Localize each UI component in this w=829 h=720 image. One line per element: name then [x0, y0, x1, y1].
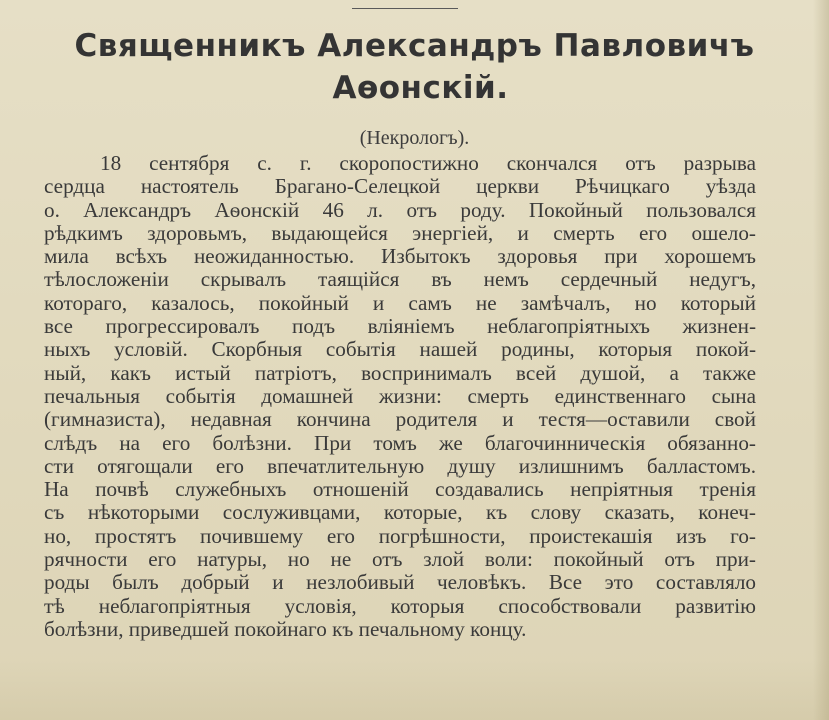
body-line: рѣдкимъ здоровьмъ, выдающейся энергіей, и смерть его ошело-	[44, 221, 756, 245]
body-line: слѣдъ на его болѣзни. При томъ же благочинническія обязанно-	[44, 431, 756, 455]
body-line: болѣзни, приведшей покойнаго къ печальному концу.	[44, 616, 527, 641]
body-line: все прогрессировалъ подъ вліяніемъ неблагопріятныхъ жизнен-	[44, 315, 756, 339]
paper-shade	[0, 660, 829, 720]
body-line: о. Александръ Аѳонскій 46 л. отъ роду. Покойный пользовался	[44, 198, 756, 222]
body-line: мила всѣхъ неожиданностью. Избытокъ здоровья при хорошемъ	[44, 245, 756, 269]
body-line: но, простятъ почившему его погрѣшности, проистекашія изъ го-	[44, 524, 756, 548]
body-line: тѣ неблагопріятныя условія, которыя способствовали развитію	[44, 594, 756, 618]
article-subtitle: (Некрологъ).	[359, 127, 470, 149]
top-divider	[352, 8, 458, 9]
article-title-line-2: Аѳонскій.	[332, 70, 509, 106]
body-line: котораго, казалось, покойный и самъ не замѣчалъ, но который	[44, 291, 756, 315]
body-line: роды былъ добрый и незлобивый человѣкъ. Все это составляло	[44, 571, 756, 595]
body-line: сердца настоятель Брагано-Селецкой церкви Рѣчицкаго уѣзда	[44, 175, 756, 199]
body-line: рячности его натуры, но не отъ злой воли: покойный отъ при-	[44, 548, 756, 572]
body-line: На почвѣ служебныхъ отношеній создавались непріятныя тренія	[44, 478, 756, 502]
body-line: ныхъ условій. Скорбныя событія нашей родины, которыя покой-	[44, 338, 756, 362]
article-body	[44, 152, 756, 641]
body-line: ный, какъ истый патріотъ, воспринималъ всей душой, а также	[44, 361, 756, 385]
body-line: тѣлосложеніи скрывалъ таящійся въ немъ сердечный недугъ,	[44, 268, 756, 292]
body-line: печальныя событія домашней жизни: смерть единственнаго сына	[44, 384, 756, 408]
body-line: сти отягощали его впечатлительную душу излишнимъ балластомъ.	[44, 454, 756, 478]
article-title-line-1: Священникъ Александръ Павловичъ	[74, 28, 755, 64]
body-line: съ нѣкоторыми сослуживцами, которые, къ слову сказать, конеч-	[44, 501, 756, 525]
page-edge-shadow	[813, 0, 829, 720]
body-line: 18 сентября с. г. скоропостижно скончался отъ разрыва	[100, 152, 756, 175]
body-line: (гимназиста), недавная кончина родителя и тестя—оставили свой	[44, 408, 756, 432]
